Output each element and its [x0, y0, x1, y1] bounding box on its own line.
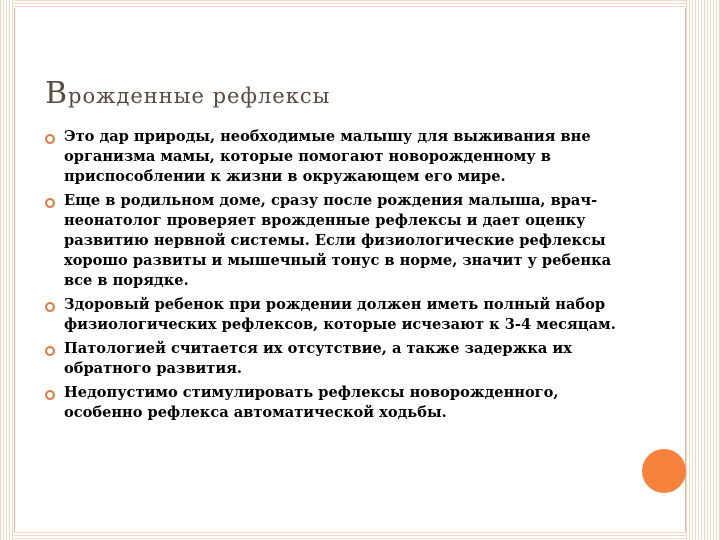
frame-bottom-stripes — [14, 532, 686, 540]
frame-top-stripes — [14, 0, 686, 8]
bullet-text: Здоровый ребенок при рождении должен иметь полный набор физиологических рефлексов, которые исчезают к 3-4 месяцам. — [64, 296, 616, 333]
bullet-ring-icon — [45, 302, 55, 312]
bullet-ring-icon — [45, 198, 55, 208]
bullet-ring-icon — [45, 134, 55, 144]
bullet-text: Еще в родильном доме, сразу после рождения малыша, врач-неонатолог проверяет врожденные рефлексы и дает оценку развитию нервной системы. Если физиологические рефлексы хорошо развиты и мышечный тонус в норме, значит у ребенка все в порядке. — [64, 192, 612, 289]
bullet-ring-icon — [45, 390, 55, 400]
bullet-ring-icon — [45, 346, 55, 356]
bullet-list — [45, 127, 620, 427]
slide-title-initial: В — [45, 76, 69, 111]
slide-title-rest: рожденные рефлексы — [68, 84, 331, 108]
bullet-text: Это дар природы, необходимые малышу для выживания вне организма мамы, которые помогают новорожденному в приспособлении к жизни в окружающем его мире. — [64, 128, 591, 185]
bullet-item — [45, 339, 620, 379]
bullet-item — [45, 191, 620, 291]
frame-left-stripes — [0, 0, 14, 540]
decorative-circle-icon — [642, 449, 686, 493]
bullet-item — [45, 295, 620, 335]
bullet-text: Патологией считается их отсутствие, а также задержка их обратного развития. — [64, 340, 572, 377]
bullet-text: Недопустимо стимулировать рефлексы новорожденного, особенно рефлекса автоматической ходьбы. — [64, 384, 559, 421]
frame-right-stripes — [686, 0, 720, 540]
slide-title — [45, 76, 330, 111]
bullet-item — [45, 383, 620, 423]
bullet-item — [45, 127, 620, 187]
